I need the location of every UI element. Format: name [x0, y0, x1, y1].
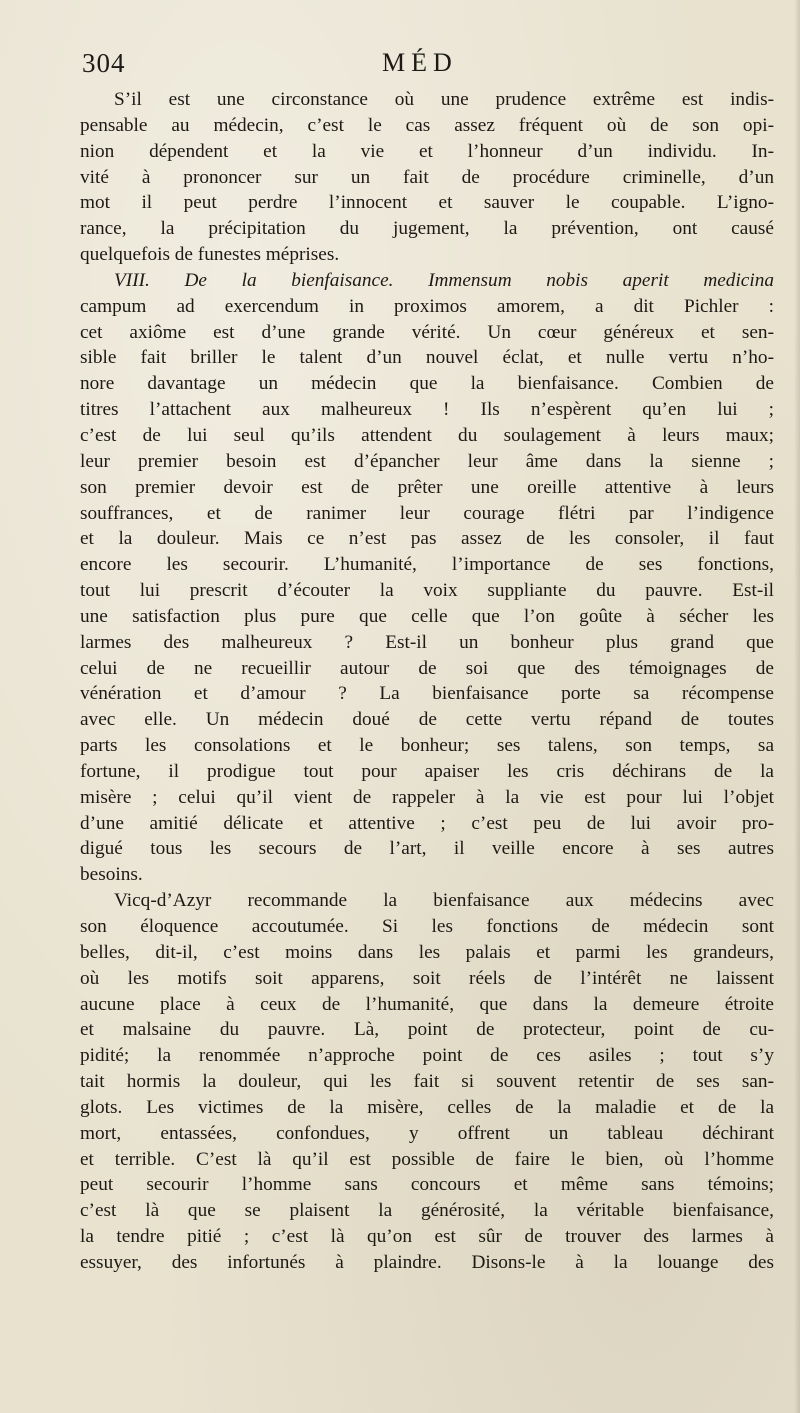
- text-line: VIII. De la bienfaisance. Immensum nobis aperit medicina: [114, 269, 774, 291]
- text-line: peut secourir l’homme sans concours et même sans témoins;: [80, 1174, 774, 1196]
- text-line: encore les secourir. L’humanité, l’importance de ses fonctions,: [80, 554, 774, 576]
- text-line: tait hormis la douleur, qui les fait si souvent retentir de ses san-: [80, 1071, 774, 1093]
- text-line: souffrances, et de ranimer leur courage flétri par l’indigence: [80, 502, 774, 524]
- text-line: d’une amitié délicate et attentive ; c’est peu de lui avoir pro-: [80, 812, 774, 834]
- text-line: une satisfaction plus pure que celle que l’on goûte à sécher les: [80, 605, 774, 627]
- text-line: cet axiôme est d’une grande vérité. Un cœur généreux et sen-: [80, 321, 774, 343]
- text-line: et malsaine du pauvre. Là, point de protecteur, point de cu-: [80, 1019, 774, 1041]
- text-line: glots. Les victimes de la misère, celles de la maladie et de la: [80, 1096, 774, 1118]
- text-line: pidité; la renommée n’approche point de ces asiles ; tout s’y: [80, 1045, 774, 1067]
- text-line: Vicq-d’Azyr recommande la bienfaisance aux médecins avec: [114, 890, 774, 912]
- text-line: sible fait briller le talent d’un nouvel éclat, et nulle vertu n’ho-: [80, 347, 774, 369]
- running-head: MÉD: [382, 48, 458, 77]
- text-line: son premier devoir est de prêter une oreille attentive à leurs: [80, 476, 774, 498]
- text-line: essuyer, des infortunés à plaindre. Disons-le à la louange des: [80, 1251, 774, 1273]
- text-line: son éloquence accoutumée. Si les fonctions de médecin sont: [80, 916, 774, 937]
- text-line: larmes des malheureux ? Est-il un bonheur plus grand que: [80, 631, 774, 653]
- text-line: campum ad exercendum in proximos amorem, a dit Pichler :: [80, 295, 774, 317]
- text-line: où les motifs soit apparens, soit réels de l’intérêt ne laissent: [80, 967, 774, 989]
- text-line: avec elle. Un médecin doué de cette vertu répand de toutes: [80, 709, 774, 731]
- text-line: parts les consolations et le bonheur; ses talens, son temps, sa: [80, 735, 774, 757]
- text-line: mort, entassées, confondues, y offrent un tableau déchirant: [80, 1122, 774, 1144]
- text-line: c’est là que se plaisent la générosité, la véritable bienfaisance,: [80, 1200, 774, 1222]
- text-line: celui de ne recueillir autour de soi que des témoignages de: [80, 657, 774, 679]
- text-line: fortune, il prodigue tout pour apaiser les cris déchirans de la: [80, 760, 774, 782]
- text-line: aucune place à ceux de l’humanité, que dans la demeure étroite: [80, 993, 774, 1015]
- text-line: misère ; celui qu’il vient de rappeler à la vie est pour lui l’objet: [80, 786, 774, 808]
- text-line: mot il peut perdre l’innocent et sauver le coupable. L’igno-: [80, 192, 774, 214]
- text-line: quelquefois de funestes méprises.: [80, 244, 340, 266]
- page-number: 304: [82, 48, 126, 78]
- page-edge-shadow: [794, 0, 800, 1413]
- text-line: nore davantage un médecin que la bienfaisance. Combien de: [80, 373, 774, 395]
- text-line: c’est de lui seul qu’ils attendent du soulagement à leurs maux;: [80, 424, 774, 446]
- text-line: digué tous les secours de l’art, il veille encore à ses autres: [80, 838, 774, 860]
- text-line: nion dépendent et la vie et l’honneur d’un individu. In-: [80, 140, 774, 162]
- text-line: et terrible. C’est là qu’il est possible de faire le bien, où l’homme: [80, 1148, 774, 1170]
- text-line: vénération et d’amour ? La bienfaisance porte sa récompense: [80, 683, 774, 705]
- text-line: la tendre pitié ; c’est là qu’on est sûr de trouver des larmes à: [80, 1226, 774, 1248]
- body-text: [80, 87, 774, 1276]
- text-line: belles, dit-il, c’est moins dans les palais et parmi les grandeurs,: [80, 941, 774, 963]
- text-line: S’il est une circonstance où une prudence extrême est indis-: [114, 89, 774, 110]
- text-line: titres l’attachent aux malheureux ! Ils n’espèrent qu’en lui ;: [80, 399, 774, 421]
- text-line: besoins.: [80, 864, 143, 886]
- page-header: [82, 48, 774, 82]
- text-line: vité à prononcer sur un fait de procédure criminelle, d’un: [80, 166, 774, 188]
- text-line: tout lui prescrit d’écouter la voix suppliante du pauvre. Est-il: [80, 580, 774, 602]
- text-line: rance, la précipitation du jugement, la prévention, ont causé: [80, 218, 774, 240]
- text-line: et la douleur. Mais ce n’est pas assez de les consoler, il faut: [80, 528, 774, 550]
- text-line: pensable au médecin, c’est le cas assez fréquent où de son opi-: [80, 114, 774, 136]
- text-line: leur premier besoin est d’épancher leur âme dans la sienne ;: [80, 450, 774, 472]
